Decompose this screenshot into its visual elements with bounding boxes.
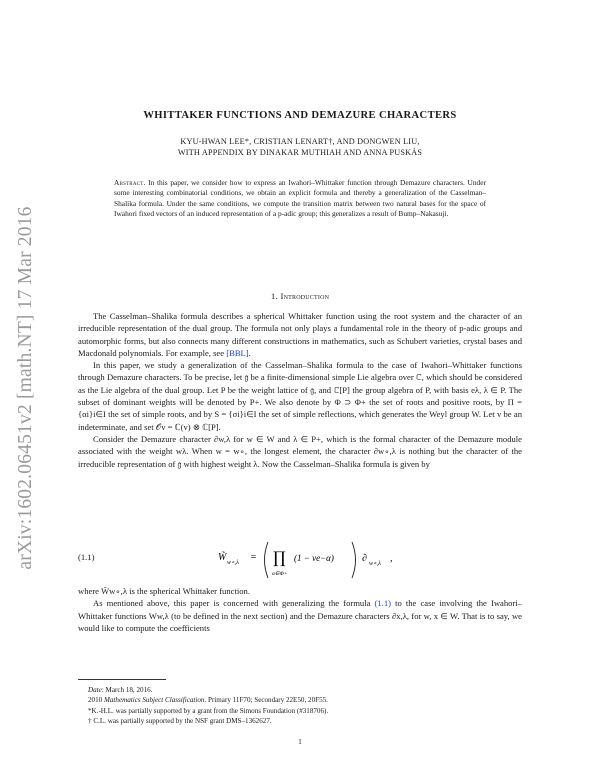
paragraph-1-text: The Casselman–Shalika formula describes a spherical Whittaker function using the root system and the character of an irreducible representation of the dual group. The formula not only plays a fundamental role in the theory of p-adic groups and automorphic forms, but also connects many different constructions in mathematics, such as Schubert varieties, crystal bases and Macdonald polynomials. For example, see — [78, 311, 522, 358]
equation-equals: = — [250, 552, 257, 563]
paragraph-2: In this paper, we study a generalization of the Casselman–Shalika formula to the case of Iwahori–Whittaker functions through Demazure characters. To be precise, let 𝔤 be a finite-dimensional simple Lie algebra over ℂ, which should be considered as the Lie algebra of the dual group. Let P be the weight lattice of 𝔤, and ℂ[P] the group algebra of P, with basis eλ, λ ∈ P. The subset of dominant weights will be denoted by P+. We also denote by Φ ⊃ Φ+ the set of roots and positive roots, by Π = {αi}i∈I the set of simple roots, and by S = {σi}i∈I the set of simple reflections, which generates the Weyl group W. Let v be an indeterminate, and set 𝒪v = ℂ(v) ⊗ ℂ[P]. — [78, 360, 522, 432]
paragraph-5-text-a: As mentioned above, this paper is concerned with generalizing the formula — [93, 598, 371, 609]
footnote-msc-value: Primary 11F70; Secondary 22E50, 20F55. — [206, 696, 328, 705]
paragraph-4: where W̃w∘,λ is the spherical Whittaker function. — [78, 586, 250, 596]
footnote-msc — [78, 695, 522, 705]
paper-title: WHITTAKER FUNCTIONS AND DEMAZURE CHARACTERS — [143, 110, 457, 121]
footnote-msc-year: 2010 — [88, 696, 103, 705]
author-line-2: WITH APPENDIX BY DINAKAR MUTHIAH AND ANNA PUSKÁS — [177, 148, 423, 158]
page-number: 1 — [298, 737, 302, 746]
equation-left-paren — [265, 542, 269, 578]
paragraph-1-end: . — [248, 347, 251, 358]
equation-trailing-comma: , — [390, 553, 393, 564]
equation-1-1-link[interactable]: (1.1) — [374, 598, 391, 609]
abstract-label: Abstract. — [114, 178, 146, 187]
paragraph-3: Consider the Demazure character ∂w,λ for w ∈ W and λ ∈ P+, which is the formal character of the Demazure module associated with the weight wλ. When w = w∘, the longest element, the character ∂w∘,λ is nothing but the character of the irreducible representation of 𝔤 with highest weight λ. Now the Casselman–Shalika formula is given by — [78, 433, 522, 469]
equation-lhs-subscript: w∘,λ — [227, 560, 239, 566]
paragraph-5 — [78, 597, 522, 634]
section-heading — [78, 291, 522, 301]
section-title: Introduction — [280, 291, 330, 301]
equation-right-paren — [352, 542, 356, 578]
abstract — [114, 178, 486, 220]
paragraph-5-text-b: to the case involving the Iwahori–Whittaker functions Ww,λ (to be defined in the next section) and the Demazure characters ∂x,λ, for w, x ∈ W. That is to say, we would like to compute the coefficients — [78, 598, 522, 633]
footnote-divider — [78, 679, 166, 680]
section-number: 1. — [270, 291, 279, 301]
footnote-date-label: Date — [88, 686, 102, 694]
footnote-date — [78, 685, 522, 695]
citation-bbl-link[interactable]: [BBL] — [226, 347, 249, 358]
equation-1-1 — [78, 538, 522, 582]
arxiv-identifier-stamp: arXiv:1602.06451v2 [math.NT] 17 Mar 2016 — [15, 206, 36, 570]
author-line-1: KYU-HWAN LEE*, CRISTIAN LENART†, AND DONGWEN LIU, — [180, 137, 420, 146]
footnote-msc-label: Mathematics Subject Classification. — [103, 696, 207, 705]
intro-paragraphs-top — [78, 310, 522, 470]
equation-rhs: ∂ — [362, 553, 367, 564]
equation-rhs-subscript: w∘,λ — [369, 561, 381, 567]
abstract-text: In this paper, we consider how to express an Iwahori–Whittaker function through Demazure characters. Under some interesting combinatorial conditions, we obtain an explicit formula and thereby a generalization of the Casselman–Shalika formula. Under the same conditions, we compute the transition matrix between two natural bases for the space of Iwahori fixed vectors of an induced representation of a p-adic group; this generalizes a result of Bump–Nakasuji. — [114, 178, 486, 219]
paragraph-1 — [78, 310, 522, 359]
footnote-funding-2: † C.L. was partially supported by the NSF grant DMS–1362627. — [88, 717, 272, 726]
equation-lhs: W̃ — [218, 552, 227, 563]
footnote-date-value: : March 18, 2016. — [101, 686, 153, 694]
footnotes — [78, 685, 522, 727]
equation-number: (1.1) — [78, 552, 95, 562]
equation-product-symbol: ∏ — [273, 548, 286, 567]
intro-paragraphs-bottom — [78, 585, 522, 634]
footnote-funding-1: *K.-H.L. was partially supported by a grant from the Simons Foundation (#318706). — [88, 706, 329, 715]
equation-factor: (1 − ve−α) — [294, 553, 334, 563]
equation-product-subscript: α∈Φ+ — [272, 571, 288, 577]
equation-formula — [218, 538, 428, 582]
author-block — [78, 136, 522, 159]
